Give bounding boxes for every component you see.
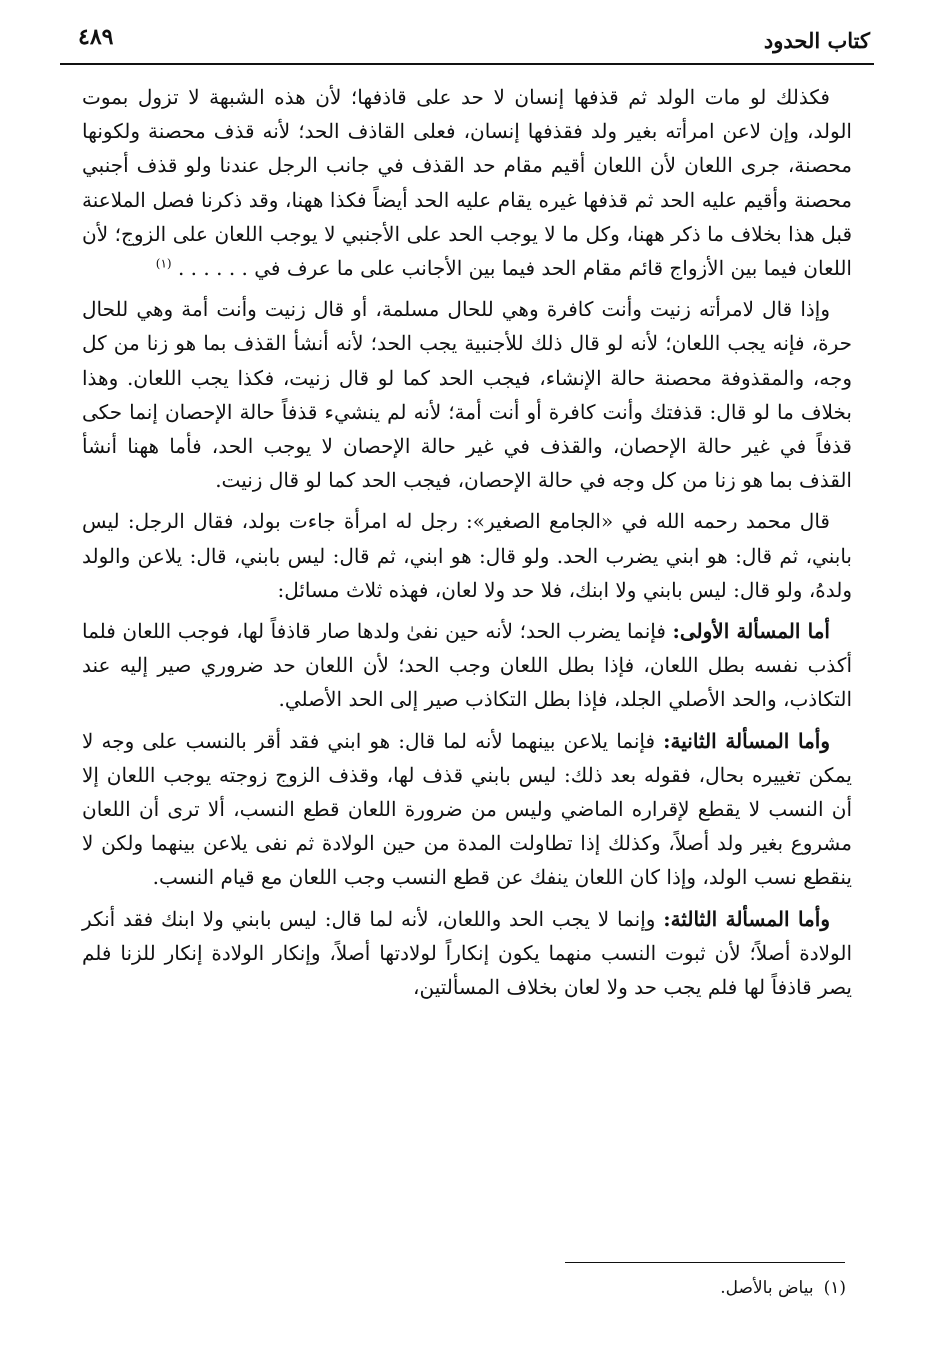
- footnote-number: (١): [823, 1278, 846, 1298]
- paragraph-3: قال محمد رحمه الله في «الجامع الصغير»: رجل له امرأة جاءت بولد، فقال الرجل: ليس بابني، ثم قال: هو ابني يضرب الحد. ولو قال: هو ابني، ثم قال: ليس بابني، قال: يلاعن والولد ولدهُ، ولو قال: ليس بابني ولا ابنك، فلا حد ولا لعان، فهذه ثلاث مسائل:: [82, 509, 852, 602]
- paragraph-5-text: فإنما يلاعن بينهما لأنه لما قال: هو ابني فقد أقر بالنسب على وجه لا يمكن تغييره بحال، فقوله بعد ذلك: ليس بابني قذف لها، وقذف الزوج زوجته يوجب اللعان إلا أن النسب لا يقطع لإقراره الماضي وليس من ضرورة اللعان قطع النسب، ألا ترى أن اللعان مشروع بغير ولد أصلاً، وكذلك إذا تطاولت المدة من حين الولادة ثم نفى يلاعن بينهما ولكن لا ينقطع نسب الولد، وإذا كان اللعان ينفك عن قطع النسب وجب اللعان مع قيام النسب.: [82, 728, 852, 890]
- paragraph-1: [82, 80, 852, 285]
- issue-2-heading: وأما المسألة الثانية:: [663, 728, 830, 753]
- paragraph-4-text: فإنما يضرب الحد؛ لأنه حين نفىٰ ولدها صار قاذفاً لها، فوجب اللعان فلما أكذب نفسه بطل اللعان، فإذا بطل اللعان وجب الحد؛ لأن اللعان حد ضروري صير إليه عند التكاذب، والحد الأصلي الجلد، فإذا بطل التكاذب صير إلى الحد الأصلي.: [82, 619, 852, 712]
- header-divider: [60, 63, 874, 65]
- page-number: ٤٨٩: [78, 24, 114, 50]
- paragraph-1-text: فكذلك لو مات الولد ثم قذفها إنسان لا حد على قاذفها؛ لأن هذه الشبهة لا تزول بموت الولد، وإن لاعن امرأته بغير ولد فقذفها إنسان، فعلى القاذف الحد؛ لأنه قذف محصنة ولكونها محصنة، جرى اللعان لأن اللعان أقيم مقام حد القذف في جانب الرجل عندنا ولو قذف أجنبي محصنة وأقيم عليه الحد ثم قذفها غيره يقام عليه الحد أيضاً فكذا ههنا، وقد ذكرنا فصل الملاعنة قبل هذا بخلاف ما ذكر ههنا، وكل ما لا يوجب الحد على الأجنبي لا يوجب اللعان على الزوج؛ لأن اللعان فيما بين الأزواج قائم مقام الحد فيما بين الأجانب على ما عرف في . . . . . .: [82, 85, 853, 281]
- footnote-text: بياض بالأصل.: [720, 1278, 814, 1298]
- paragraph-4: [82, 614, 852, 717]
- footnote-reference: (١): [155, 256, 172, 271]
- running-title: كتاب الحدود: [763, 28, 870, 53]
- footnote: [710, 1276, 846, 1300]
- page-header: [70, 22, 870, 62]
- paragraph-6-text: وإنما لا يجب الحد واللعان، لأنه لما قال: ليس بابني ولا ابنك فقد أنكر الولادة أصلاً؛ لأن ثبوت النسب منهما يكون إنكاراً لولادتها أصلاً، وإنكار الولادة إنكار للزنا فلم يصر قاذفاً لها فلم يجب حد ولا لعان بخلاف المسألتين،: [82, 906, 852, 1000]
- paragraph-6: [82, 902, 852, 1005]
- footnote-divider: [565, 1262, 845, 1263]
- paragraph-5: [82, 724, 852, 895]
- body-text: [82, 80, 852, 1011]
- paragraph-2: وإذا قال لامرأته زنيت وأنت كافرة وهي للحال مسلمة، أو قال زنيت وأنت أمة وهي للحال حرة، فإنه يجب اللعان؛ لأنه لو قال ذلك للأجنبية يجب الحد؛ لأنه أنشأ القذف بما هو زنا من كل وجه، والمقذوفة محصنة حالة الإنشاء، فيجب الحد كما لو قال زنيت، فكذا يجب اللعان. وهذا بخلاف ما لو قال: قذفتك وأنت كافرة أو أنت أمة؛ لأنه لم ينشيء قذفاً حالة الإحصان إنما حكى قذفاً في غير حالة الإحصان، والقذف في غير حالة الإحصان لا يوجب الحد، فأما ههنا أنشأ القذف بما هو زنا من كل وجه في حالة الإحصان، فيجب الحد كما لو قال زنيت.: [82, 297, 852, 493]
- issue-1-heading: أما المسألة الأولى:: [672, 619, 830, 644]
- issue-3-heading: وأما المسألة الثالثة:: [663, 906, 830, 931]
